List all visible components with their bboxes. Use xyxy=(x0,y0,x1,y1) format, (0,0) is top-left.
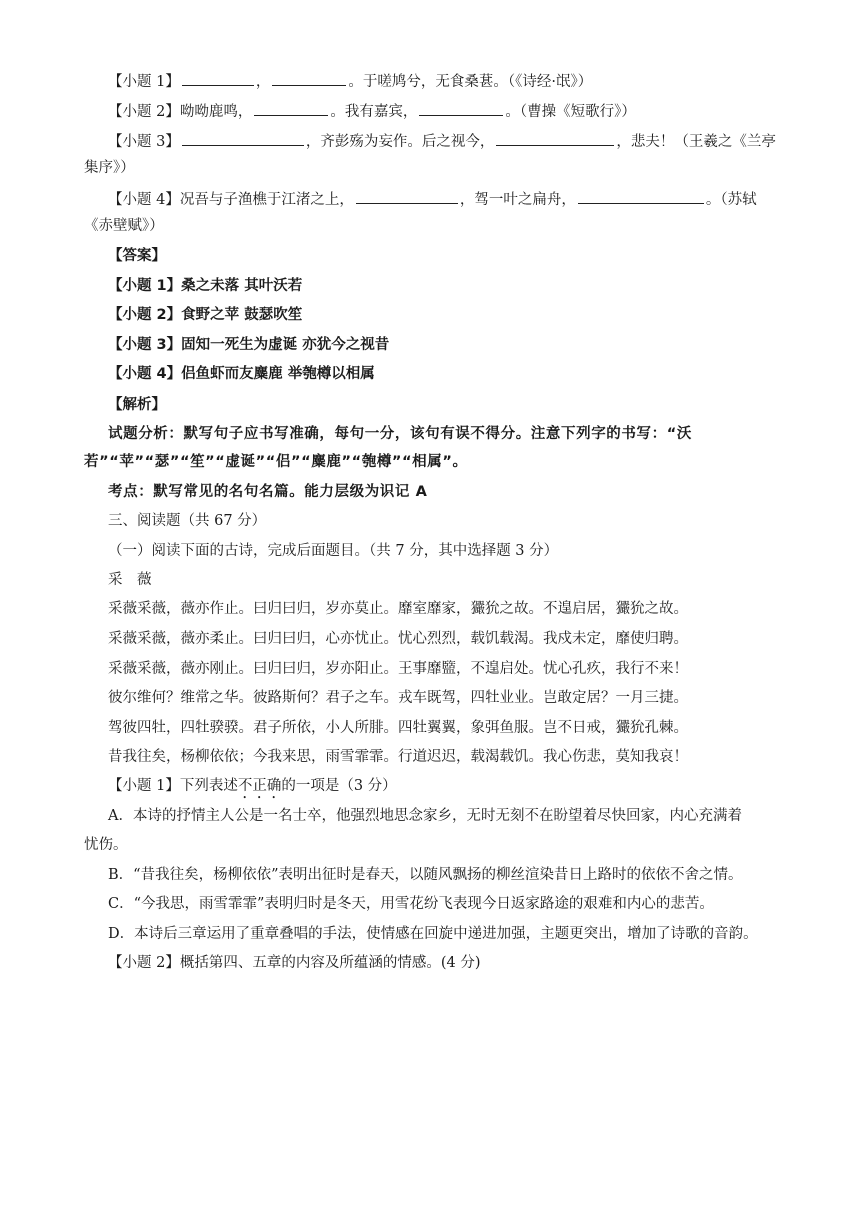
answer-blank xyxy=(272,70,346,86)
question-label: 【小题 4】 xyxy=(108,192,180,208)
question-text: ，齐彭殇为妄作。后之视今， xyxy=(305,134,495,150)
poem-line: 驾彼四牡，四牡骙骙。君子所依，小人所腓。四牡翼翼，象弭鱼服。岂不日戒，玁狁孔棘。 xyxy=(108,720,688,736)
question-text: 。（苏轼 xyxy=(705,192,757,208)
answer-1 xyxy=(108,276,302,296)
answer-blank xyxy=(578,188,704,204)
answer-blank xyxy=(419,100,503,116)
fill-question-4 xyxy=(108,188,757,210)
fill-question-1 xyxy=(108,70,592,92)
poem-line: 采薇采薇，薇亦作止。曰归曰归，岁亦莫止。靡室靡家，玁狁之故。不遑启居，玁狁之故。 xyxy=(108,601,688,617)
fill-question-4-cont: 《赤壁赋》） xyxy=(84,218,164,234)
poem-line: 昔我往矣，杨柳依依；今我来思，雨雪霏霏。行道迟迟，载渴载饥。我心伤悲，莫知我哀！ xyxy=(108,749,688,765)
question-text: 的一项是（3 分） xyxy=(281,778,397,794)
question-text: 下列表述 xyxy=(179,778,238,794)
question-text: ，驾一叶之扁舟， xyxy=(459,192,576,208)
answer-blank xyxy=(182,70,254,86)
emphasized-text: 不正确 xyxy=(237,778,282,794)
answer-text: 固知一死生为虚诞 亦犹今之视昔 xyxy=(181,337,390,353)
question-text: ，悲夫！（王羲之《兰亭 xyxy=(616,134,776,150)
fill-question-3 xyxy=(108,130,776,152)
poem-title: 采 薇 xyxy=(108,572,152,588)
question-text: 。（曹操《短歌行》） xyxy=(505,104,636,120)
answer-label: 【小题 3】 xyxy=(108,337,182,353)
poem-line: 采薇采薇，薇亦刚止。曰归曰归，岁亦阳止。王事靡盬，不遑启处。忧心孔疚，我行不来！ xyxy=(108,661,688,677)
answer-blank xyxy=(356,188,458,204)
kaodian-text: 考点：默写常见的名句名篇。能力层级为识记 A xyxy=(108,484,428,500)
answer-blank xyxy=(254,100,328,116)
analysis-text-line-2: 若”“苹”“瑟”“笙”“虚诞”“侣”“麋鹿”“匏樽”“相属”。 xyxy=(84,454,468,470)
option-a-cont: 忧伤。 xyxy=(84,837,128,853)
answer-label: 【小题 4】 xyxy=(108,366,182,382)
question-text: ， xyxy=(255,74,271,90)
analysis-header: 【解析】 xyxy=(108,397,166,413)
question-label: 【小题 3】 xyxy=(108,134,180,150)
answer-text: 侣鱼虾而友麋鹿 举匏樽以相属 xyxy=(181,366,375,382)
option-d: D．本诗后三章运用了重章叠唱的手法，使情感在回旋中递进加强，主题更突出，增加了诗歌的音韵。 xyxy=(108,926,758,942)
question-text: 呦呦鹿鸣， xyxy=(179,104,253,120)
fill-question-2 xyxy=(108,100,636,122)
question-text: 况吾与子渔樵于江渚之上， xyxy=(179,192,354,208)
answer-header: 【答案】 xyxy=(108,248,166,264)
answer-3 xyxy=(108,335,389,355)
option-c: C．“今我思，雨雪霏霏”表明归时是冬天，用雪花纷飞表现今日返家路途的艰难和内心的悲苦。 xyxy=(108,896,714,912)
answer-blank xyxy=(496,130,614,146)
answer-2 xyxy=(108,305,302,325)
question-text: 。我有嘉宾， xyxy=(330,104,418,120)
option-a: A．本诗的抒情主人公是一名士卒，他强烈地思念家乡，无时无刻不在盼望着尽快回家，内心充满着 xyxy=(108,808,742,824)
answer-blank xyxy=(182,130,304,146)
question-label: 【小题 1】 xyxy=(108,778,180,794)
answer-text: 桑之未落 其叶沃若 xyxy=(181,278,303,294)
question-text: 。于嗟鸠兮，无食桑葚。（《诗经·氓》） xyxy=(348,74,593,90)
poem-line: 彼尔维何？维常之华。彼路斯何？君子之车。戎车既驾，四牡业业。岂敢定居？一月三捷。 xyxy=(108,690,688,706)
question-2 xyxy=(108,953,481,973)
analysis-text-line-1: 试题分析：默写句子应书写准确，每句一分，该句有误不得分。注意下列字的书写：“沃 xyxy=(108,426,692,442)
answer-label: 【小题 1】 xyxy=(108,278,182,294)
question-label: 【小题 1】 xyxy=(108,74,180,90)
option-b: B．“昔我往矣，杨柳依依”表明出征时是春天，以随风飘扬的柳丝渲染昔日上路时的依依不舍之情。 xyxy=(108,867,743,883)
fill-question-3-cont: 集序》） xyxy=(84,160,135,176)
answer-4 xyxy=(108,364,375,384)
answer-text: 食野之苹 鼓瑟吹笙 xyxy=(181,307,303,323)
subsection-title: （一）阅读下面的古诗，完成后面题目。（共 7 分，其中选择题 3 分） xyxy=(108,543,559,559)
question-label: 【小题 2】 xyxy=(108,104,180,120)
question-1 xyxy=(108,776,397,802)
question-text: 概括第四、五章的内容及所蕴涵的情感。(4 分) xyxy=(179,955,481,971)
question-label: 【小题 2】 xyxy=(108,955,180,971)
poem-line: 采薇采薇，薇亦柔止。曰归曰归，心亦忧止。忧心烈烈，载饥载渴。我戍未定，靡使归聘。 xyxy=(108,631,688,647)
section-title: 三、阅读题（共 67 分） xyxy=(108,513,267,529)
answer-label: 【小题 2】 xyxy=(108,307,182,323)
